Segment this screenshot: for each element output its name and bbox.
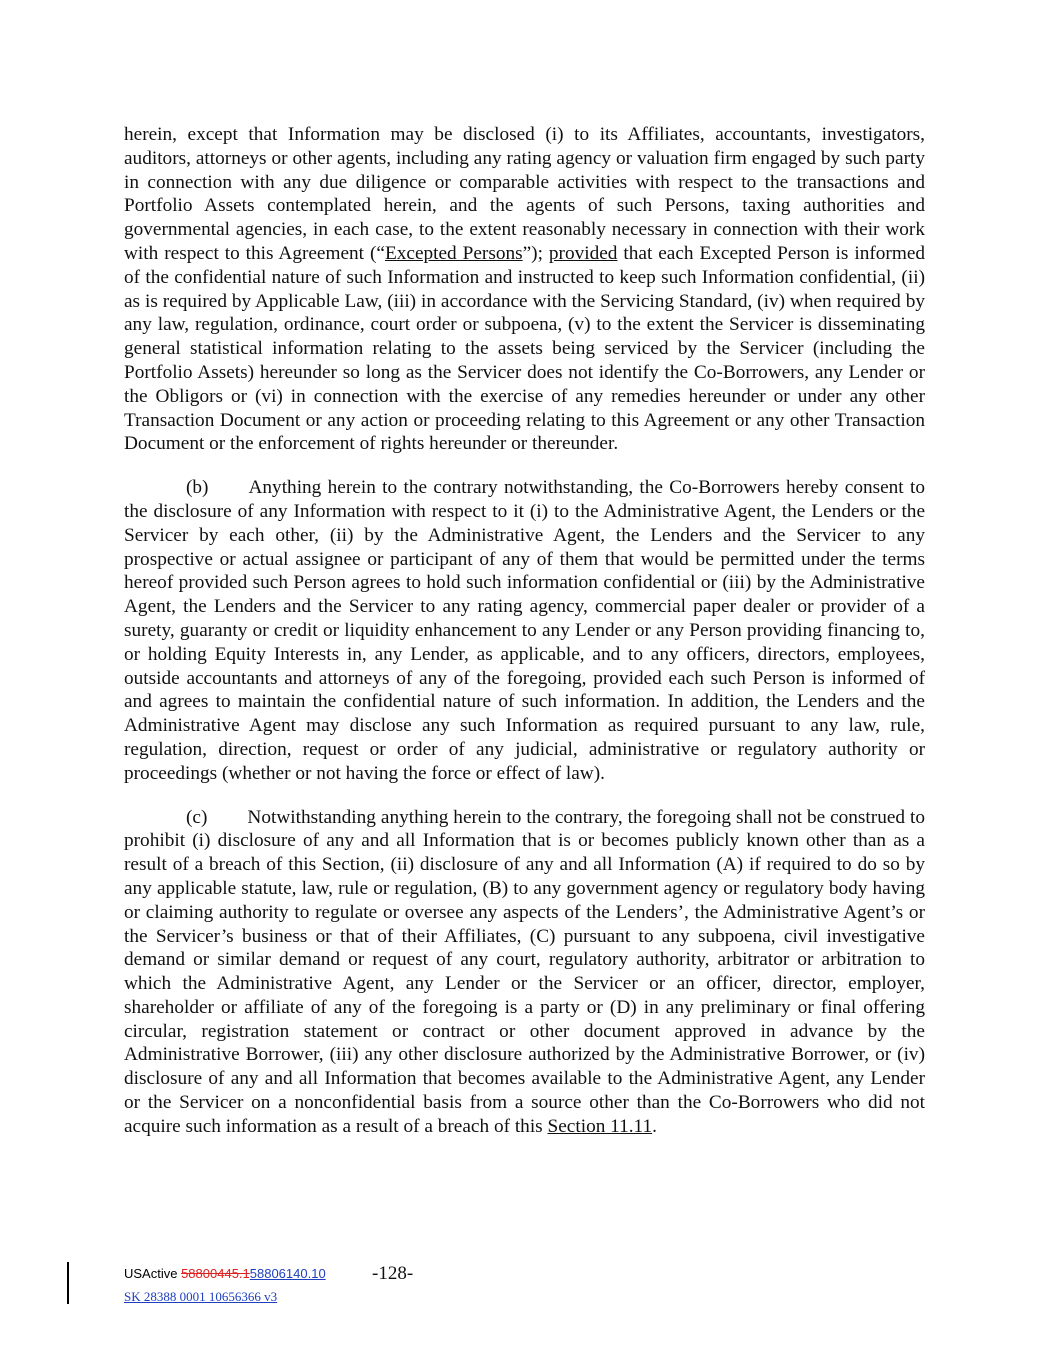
change-bar [67,1262,69,1304]
paragraph-b [124,476,925,785]
paragraph-text: ”); [522,242,549,264]
paragraph-text: . [652,1115,657,1137]
clause-label: (b) [186,477,209,499]
footer-inserted-id: 58806140.10 [249,1266,326,1281]
paragraph-c [124,806,925,1139]
footer-prefix: USActive [124,1266,182,1281]
section-reference: Section 11.11 [547,1115,653,1137]
footer-doc-id [124,1266,326,1281]
footer-doc-ref: SK 28388 0001 10656366 v3 [124,1289,278,1304]
paragraph-text: Anything herein to the contrary notwithstanding, the Co-Borrowers hereby consent to the disclosure of any Information with respect to it (i) to the Administrative Agent, the Lenders or the Servicer by each other, (ii) by the Administrative Agent, the Lenders and the Servicer to any prospective or actual assignee or participant of any of them that would be permitted under the terms hereof provided such Person agrees to hold such information confidential or (iii) by the Administrative Agent, the Lenders and the Servicer to any rating agency, commercial paper dealer or provider of a surety, guaranty or credit or liquidity enhancement to any Lender or any Person providing financing to, or holding Equity Interests in, any Lender, as applicable, and to any officers, directors, employees, outside accountants and attorneys of any of the foregoing, provided each such Person is informed of and agrees to maintain the confidential nature of such information. In addition, the Lenders and the Administrative Agent may disclose any such Information as required pursuant to any law, rule, regulation, direction, request or order of any judicial, administrative or regulatory authority or proceedings (whether or not having the force or effect of law). [124,477,925,784]
clause-label: (c) [186,806,208,828]
paragraph-text: Notwithstanding anything herein to the contrary, the foregoing shall not be construed to prohibit (i) disclosure of any and all Information that is or becomes publicly known other than as a result of a breach of this Section, (ii) disclosure of any and all Information (A) if required to do so by any applicable statute, law, rule or regulation, (B) to any government agency or regulatory body having or claiming authority to regulate or oversee any aspects of the Lenders’, the Administrative Agent’s or the Servicer’s business or that of their Affiliates, (C) pursuant to any subpoena, civil investigative demand or similar demand or request of any court, regulatory authority, arbitrator or arbitration to which the Administrative Agent, any Lender or the Servicer or an officer, director, employer, shareholder or affiliate of any of the foregoing is a party or (D) in any preliminary or final offering circular, registration statement or contract or other document approved in advance by the Administrative Borrower, (iii) any other disclosure authorized by the Administrative Borrower, or (iv) disclosure of any and all Information that becomes available to the Administrative Agent, any Lender or the Servicer on a nonconfidential basis from a source other than the Co-Borrowers who did not acquire such information as a result of a breach of this [124,806,925,1137]
paragraph-text: herein, except that Information may be disclosed (i) to its Affiliates, accountants, investigators, auditors, attorneys or other agents, including any rating agency or valuation firm engaged by such party in connection with any due diligence or comparable activities with respect to the transactions and Portfolio Assets contemplated herein, and the agents of such Persons, taxing authorities and governmental agencies, in each case, to the extent reasonably necessary in connection with their work with respect to this Agreement (“ [124,124,925,264]
paragraph-a-continuation [124,123,925,456]
page-number: -128- [372,1263,414,1284]
document-body [124,123,925,1159]
footer-deleted-id: 58800445.1 [181,1266,250,1281]
defined-term-provided: provided [548,242,618,264]
paragraph-text: that each Excepted Person is informed of the confidential nature of such Information and instructed to keep such Information confidential, (ii) as is required by Applicable Law, (iii) in accordance with the Servicing Standard, (iv) when required by any law, regulation, ordinance, court order or subpoena, (v) to the extent the Servicer is disseminating general statistical information relating to the assets being serviced by the Servicer (including the Portfolio Assets) hereunder so long as the Servicer does not identify the Co-Borrowers, any Lender or the Obligors or (vi) in connection with the exercise of any remedies hereunder or under any other Transaction Document or any action or proceeding relating to this Agreement or any other Transaction Document or the enforcement of rights hereunder or thereunder. [124,242,926,455]
defined-term-excepted-persons: Excepted Persons [384,242,523,264]
